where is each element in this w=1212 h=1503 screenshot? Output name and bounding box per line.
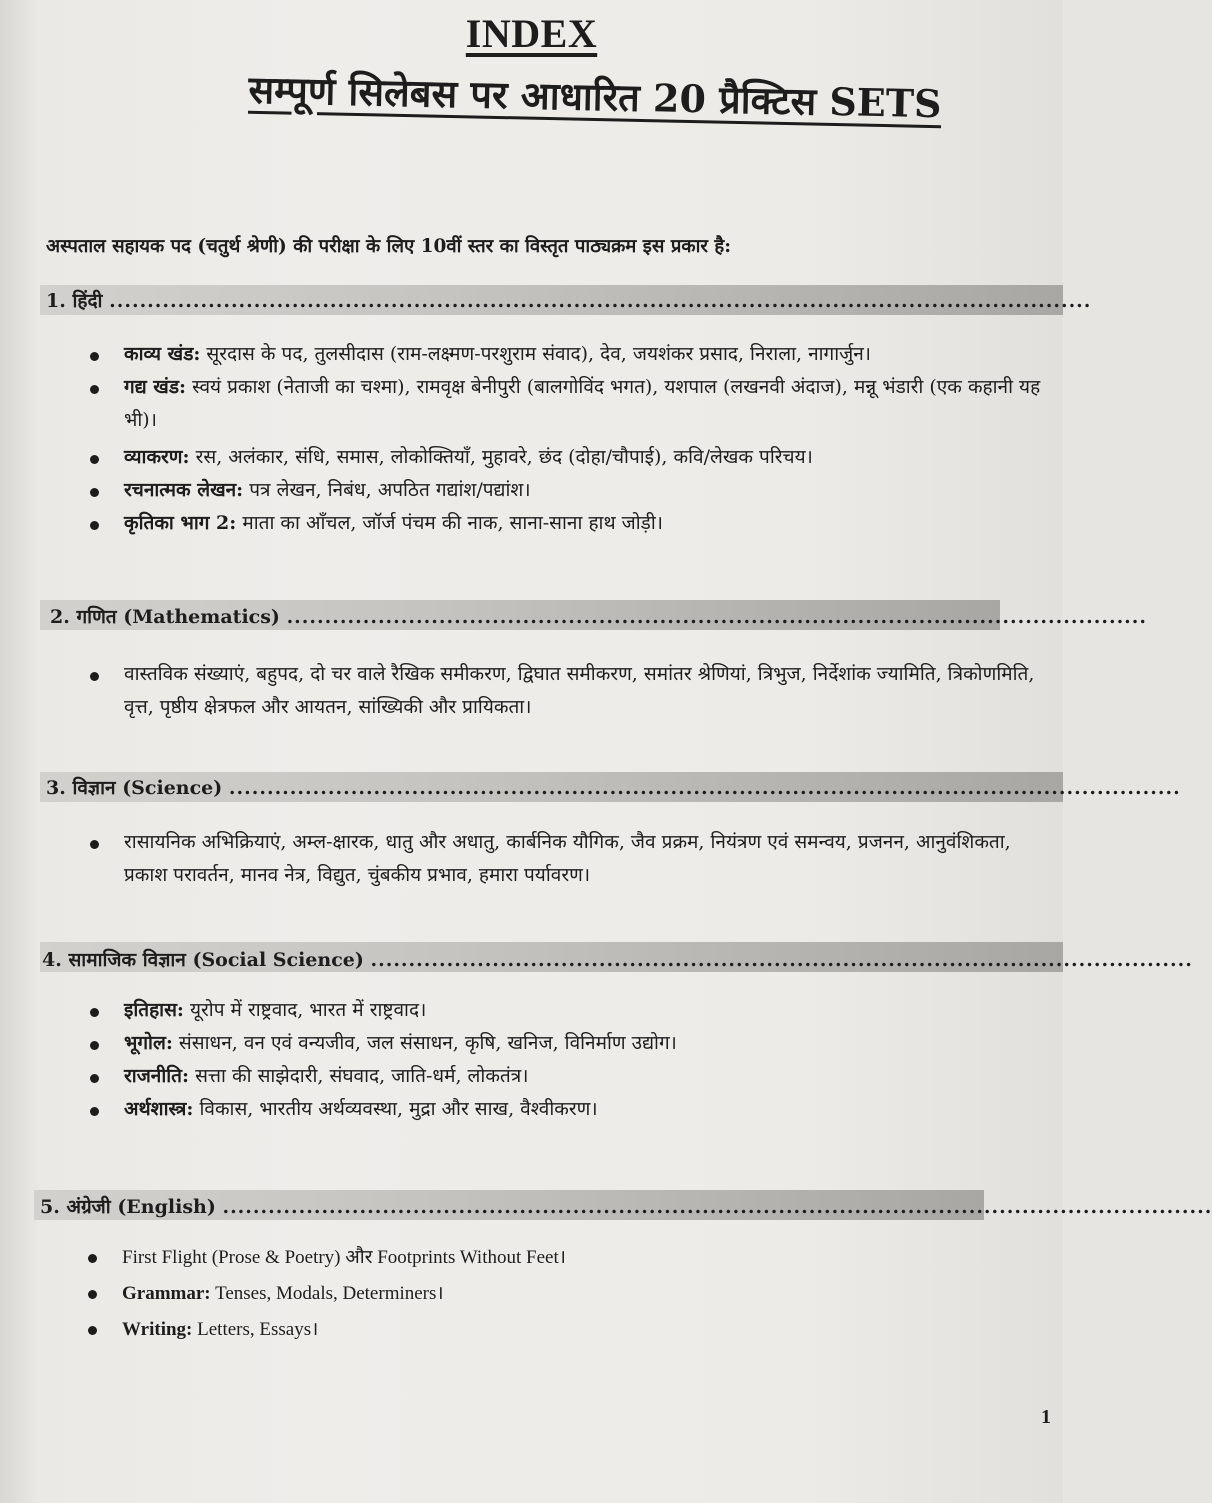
- section-heading-science: [46, 774, 1181, 800]
- section-list-hindi: [86, 338, 1046, 540]
- item-text: रासायनिक अभिक्रियाएं, अम्ल-क्षारक, धातु और अधातु, कार्बनिक यौगिक, जैव प्रक्रम, नियंत्रण एवं समन्वय, प्रजनन, आनुवंशिकता, प्रकाश परावर्तन, मानव नेत्र, विद्युत, चुंबकीय प्रभाव, हमारा पर्यावरण।: [124, 831, 1011, 886]
- leader-dots: .............................................................................................................................: [228, 777, 1181, 799]
- section-heading-label: 2. गणित (Mathematics): [50, 606, 280, 628]
- item-text: माता का आँचल, जॉर्ज पंचम की नाक, साना-साना हाथ जोड़ी।: [242, 512, 663, 534]
- item-text: Tenses, Modals, Determiners।: [215, 1283, 444, 1304]
- item-label: अर्थशास्त्र:: [124, 1098, 194, 1120]
- section-heading-label: 4. सामाजिक विज्ञान (Social Science): [42, 949, 364, 971]
- section-heading-social-science: [42, 946, 1193, 972]
- list-item: [86, 1093, 1046, 1126]
- list-item: [86, 474, 1046, 507]
- list-item: [86, 507, 1046, 540]
- item-label: राजनीति:: [124, 1065, 190, 1087]
- list-item: [84, 1312, 1044, 1348]
- page-title: INDEX: [465, 11, 598, 56]
- item-text: विकास, भारतीय अर्थव्यवस्था, मुद्रा और साख, वैश्वीकरण।: [199, 1098, 598, 1120]
- leader-dots: .................................................................................................................: [286, 606, 1148, 628]
- section-heading-maths: [50, 603, 1148, 629]
- leader-dots: ..................................................................................................................................: [222, 1196, 1212, 1218]
- item-text: स्वयं प्रकाश (नेताजी का चश्मा), रामवृक्ष बेनीपुरी (बालगोविंद भगत), यशपाल (लखनवी अंदाज), मन्नू भंडारी (एक कहानी यह भी)।: [124, 376, 1041, 431]
- list-item: [86, 371, 1046, 437]
- list-item: [86, 338, 1046, 371]
- item-label: Writing:: [122, 1319, 193, 1340]
- item-text: Letters, Essays।: [197, 1319, 319, 1340]
- list-item: [86, 1060, 1046, 1093]
- item-text: रस, अलंकार, संधि, समास, लोकोक्तियाँ, मुहावरे, छंद (दोहा/चौपाई), कवि/लेखक परिचय।: [195, 446, 813, 468]
- list-item: [86, 441, 1046, 474]
- item-label: कृतिका भाग 2:: [124, 512, 237, 534]
- item-label: व्याकरण:: [124, 446, 190, 468]
- item-text: वास्तविक संख्याएं, बहुपद, दो चर वाले रैखिक समीकरण, द्विघात समीकरण, समांतर श्रेणियां, त्रिभुज, निर्देशांक ज्यामिति, त्रिकोणमिति, वृत्त, पृष्ठीय क्षेत्रफल और आयतन, सांख्यिकी और प्रायिकता।: [124, 663, 1035, 718]
- item-label: Grammar:: [122, 1283, 211, 1304]
- intro-text: अस्पताल सहायक पद (चतुर्थ श्रेणी) की परीक्षा के लिए 10वीं स्तर का विस्तृत पाठ्यक्रम इस प्रकार है:: [46, 236, 732, 257]
- item-text: First Flight (Prose & Poetry) और Footprints Without Feet।: [122, 1247, 566, 1268]
- item-text: सूरदास के पद, तुलसीदास (राम-लक्ष्मण-परशुराम संवाद), देव, जयशंकर प्रसाद, निराला, नागार्जुन।: [206, 343, 872, 365]
- list-item: [86, 658, 1046, 724]
- item-text: यूरोप में राष्ट्रवाद, भारत में राष्ट्रवाद।: [190, 999, 427, 1021]
- section-list-social-science: [86, 994, 1046, 1126]
- item-label: इतिहास:: [124, 999, 184, 1021]
- section-heading-hindi: [46, 287, 1092, 313]
- section-list-science: [86, 826, 1046, 892]
- section-list-english: [84, 1240, 1044, 1348]
- item-label: गद्य खंड:: [124, 376, 187, 398]
- item-label: भूगोल:: [124, 1032, 173, 1054]
- section-heading-english: [40, 1193, 1212, 1219]
- section-heading-label: 1. हिंदी: [46, 290, 103, 312]
- list-item: [86, 994, 1046, 1027]
- leader-dots: ............................................................................................................: [370, 949, 1193, 971]
- leader-dots: .................................................................................................................................: [109, 290, 1092, 312]
- page-subtitle: सम्पूर्ण सिलेबस पर आधारित 20 प्रैक्टिस SETS: [248, 66, 942, 127]
- item-label: काव्य खंड:: [124, 343, 201, 365]
- page-number: 1: [1041, 1406, 1051, 1428]
- list-item: [86, 826, 1046, 892]
- item-text: संसाधन, वन एवं वन्यजीव, जल संसाधन, कृषि, खनिज, विनिर्माण उद्योग।: [178, 1032, 677, 1054]
- section-list-maths: [86, 658, 1046, 724]
- section-heading-label: 3. विज्ञान (Science): [46, 777, 223, 799]
- list-item: [84, 1276, 1044, 1312]
- item-text: सत्ता की साझेदारी, संघवाद, जाति-धर्म, लोकतंत्र।: [195, 1065, 529, 1087]
- list-item: [84, 1240, 1044, 1276]
- item-label: रचनात्मक लेखन:: [124, 479, 244, 501]
- item-text: पत्र लेखन, निबंध, अपठित गद्यांश/पद्यांश।: [249, 479, 531, 501]
- section-heading-label: 5. अंग्रेजी (English): [40, 1196, 216, 1218]
- list-item: [86, 1027, 1046, 1060]
